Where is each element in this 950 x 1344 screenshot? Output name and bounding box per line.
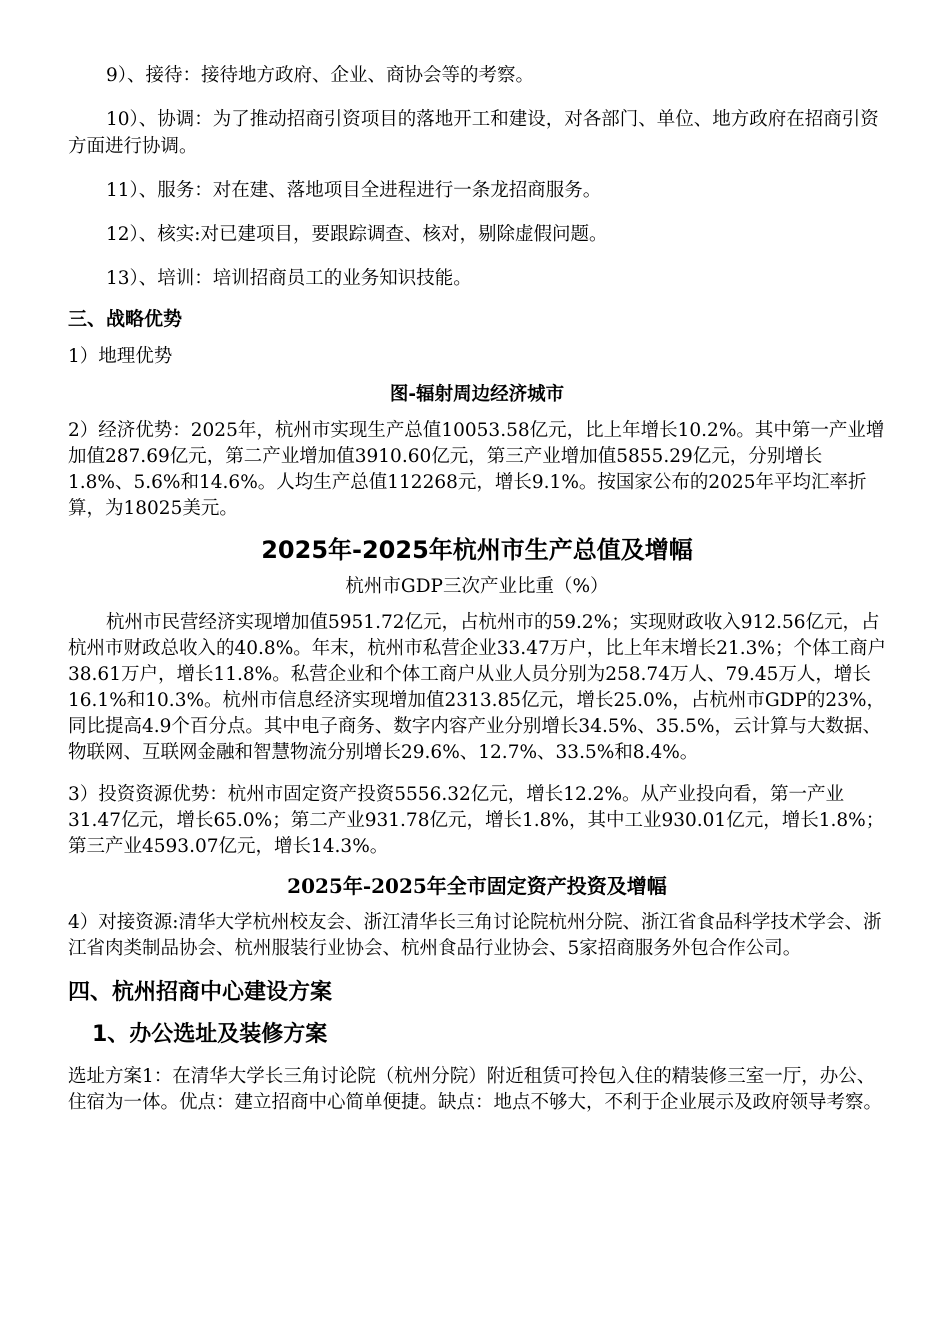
duty-item-13: 13）、培训：培训招商员工的业务知识技能。 [106, 268, 472, 289]
private-economy-paragraph: 杭州市民营经济实现增加值5951.72亿元，占杭州市的59.2%；实现财政收入912.56亿元，占杭州市财政总收入的40.8%。年末，杭州市私营企业33.47万户，比上年末增长21.3%；个体工商户38.61万户，增长11.8%。私营企业和个体工商户从业人员分别为258.74万人、79.45万人，增长16.1%和10.3%。杭州市信息经济实现增加值2313.85亿元，增长25.0%，占杭州市GDP的23%，同比提高4.9个百分点。其中电子商务、数字内容产业分别增长34.5%、35.5%，云计算与大数据、物联网、互联网金融和智慧物流分别增长29.6%、12.7%、33.5%和8.4%。 [68, 612, 887, 763]
geo-figure-caption: 图-辐射周边经济城市 [389, 384, 565, 405]
subsection-heading-office-location: 1、办公选址及装修方案 [92, 1022, 328, 1047]
duty-item-10: 10）、协调：为了推动招商引资项目的落地开工和建设，对各部门、单位、地方政府在招商引资方面进行协调。 [68, 109, 879, 157]
duty-item-11: 11）、服务：对在建、落地项目全进程进行一条龙招商服务。 [106, 180, 602, 201]
duty-item-12: 12）、核实:对已建项目，要跟踪调查、核对，剔除虚假问题。 [106, 224, 608, 245]
gdp-industry-ratio-subtitle: 杭州市GDP三次产业比重（%） [345, 576, 609, 597]
docking-resources-paragraph: 4）对接资源:清华大学杭州校友会、浙江清华长三角讨论院杭州分院、浙江省食品科学技术学会、浙江省肉类制品协会、杭州服装行业协会、杭州食品行业协会、5家招商服务外包合作公司。 [68, 912, 882, 959]
gdp-chart-title: 2025年-2025年杭州市生产总值及增幅 [261, 536, 693, 564]
investment-advantage-paragraph: 3）投资资源优势：杭州市固定资产投资5556.32亿元，增长12.2%。从产业投向看，第一产业31.47亿元，增长65.0%；第二产业931.78亿元，增长1.8%，其中工业930.01亿元，增长1.8%；第三产业4593.07亿元，增长14.3%。 [68, 784, 885, 857]
duty-item-9: 9）、接待：接待地方政府、企业、商协会等的考察。 [106, 65, 535, 86]
economic-advantage-paragraph: 2）经济优势：2025年，杭州市实现生产总值10053.58亿元，比上年增长10.2%。其中第一产业增加值287.69亿元，第二产业增加值3910.60亿元，第三产业增加值5855.29亿元，分别增长1.8%、5.6%和14.6%。人均生产总值112268元，增长9.1%。按国家公布的2025年平均汇率折算，为18025美元。 [68, 420, 885, 519]
document-page [68, 62, 886, 1128]
section-heading-strategic-advantages: 三、战略优势 [68, 308, 183, 330]
investment-chart-title: 2025年-2025年全市固定资产投资及增幅 [287, 874, 667, 898]
section-heading-center-plan: 四、杭州招商中心建设方案 [68, 980, 333, 1005]
geo-advantage-label: 1）地理优势 [68, 346, 173, 367]
location-option-1-paragraph: 选址方案1：在清华大学长三角讨论院（杭州分院）附近租赁可拎包入住的精装修三室一厅，办公、住宿为一体。优点：建立招商中心简单便捷。缺点：地点不够大，不利于企业展示及政府领导考察。 [68, 1066, 883, 1113]
